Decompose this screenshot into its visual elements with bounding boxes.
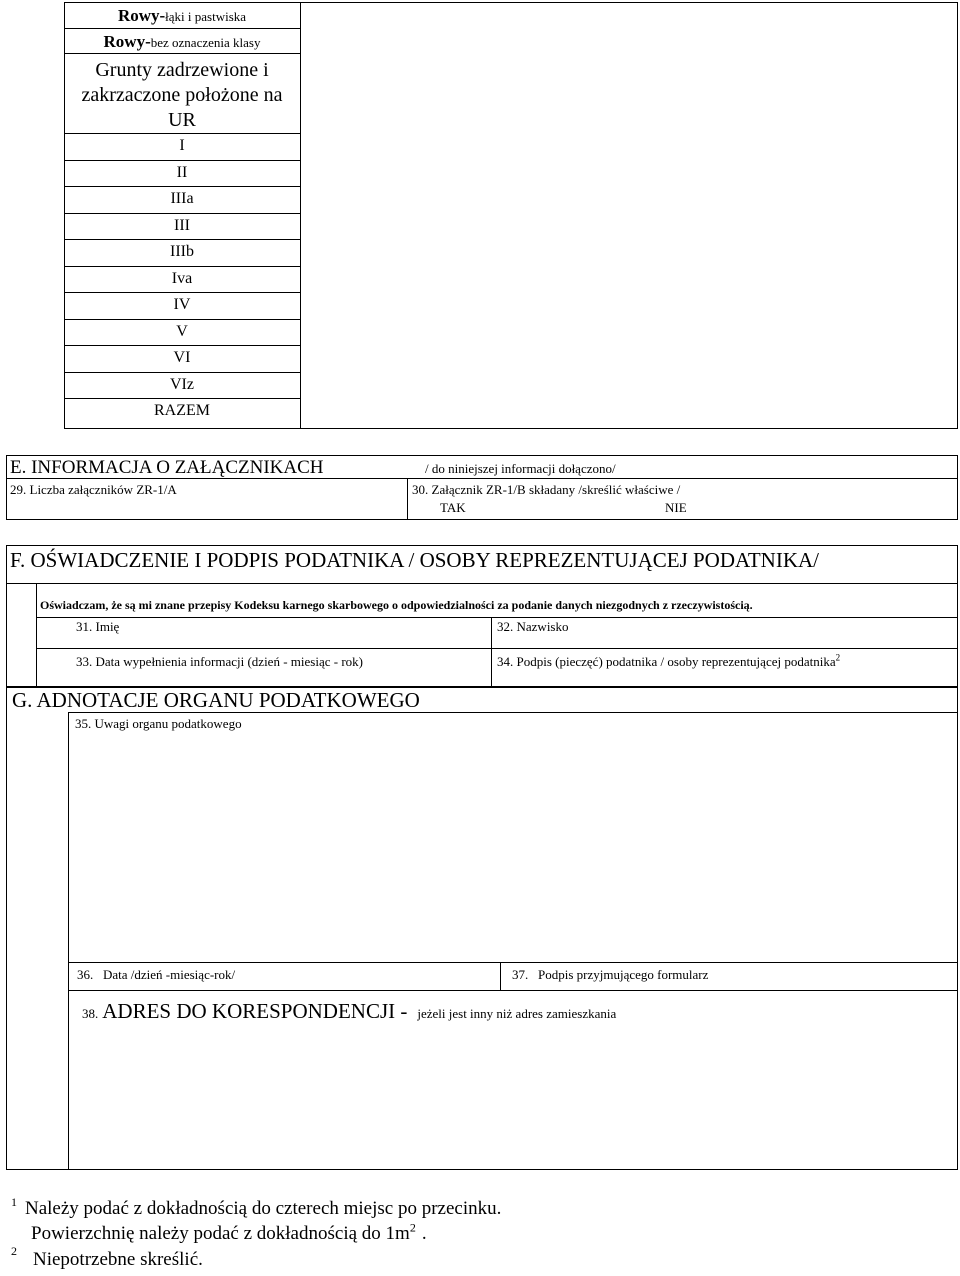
- correspondence-title: ADRES DO KORESPONDENCJI -: [102, 999, 408, 1023]
- footnote-1-text: Powierzchnię należy podać z dokładnością do 1m: [31, 1223, 410, 1244]
- section-g-title: G. ADNOTACJE ORGANU PODATKOWEGO: [12, 688, 420, 712]
- class-row: II: [176, 164, 188, 181]
- row-suffix: bez oznaczenia klasy: [150, 35, 261, 50]
- first-name-field[interactable]: 31. Imię: [76, 619, 120, 634]
- declaration-text: Oświadczam, że są mi znane przepisy Kodeksu karnego skarbowego o odpowiedzialności za podanie danych niezgodnych z rzeczywistością.: [40, 598, 753, 612]
- section-e-title: E. INFORMACJA O ZAŁĄCZNIKACH: [10, 457, 324, 478]
- class-row: III: [174, 217, 190, 234]
- fill-date-field[interactable]: 33. Data wypełnienia informacji (dzień - miesiąc - rok): [76, 654, 363, 669]
- row-prefix: Rowy-: [117, 6, 166, 25]
- class-row: I: [179, 137, 185, 154]
- signature-field[interactable]: [497, 654, 840, 670]
- footnote-1-line-1: Należy podać z dokładnością do czterech miejsc po przecinku.: [25, 1198, 502, 1219]
- row-prefix: Rowy-: [103, 32, 151, 51]
- total-row: RAZEM: [154, 402, 210, 419]
- class-row: IV: [173, 296, 191, 313]
- row-grunty-zadrzewione: Grunty zadrzewione i zakrzaczone położone na UR: [81, 59, 283, 131]
- class-row: VI: [173, 349, 191, 366]
- last-name-field[interactable]: 32. Nazwisko: [497, 619, 569, 634]
- section-e-subtitle: / do niniejszej informacji dołączono/: [425, 461, 616, 476]
- footnote-2: Niepotrzebne skreślić.: [33, 1249, 203, 1270]
- class-row: V: [176, 323, 188, 340]
- row-rowy-laki: [64, 6, 300, 26]
- section-f-title: F. OŚWIADCZENIE I PODPIS PODATNIKA / OSOBY REPREZENTUJĄCEJ PODATNIKA/: [10, 548, 819, 572]
- option-no[interactable]: NIE: [665, 500, 687, 515]
- receiver-signature-field[interactable]: 37. Podpis przyjmującego formularz: [512, 967, 709, 982]
- correspondence-note: jeżeli jest inny niż adres zamieszkania: [417, 1006, 617, 1021]
- superscript: 2: [409, 1220, 416, 1235]
- field-number: 38.: [82, 1006, 99, 1021]
- footnote-mark: 2: [11, 1244, 17, 1258]
- row-rowy-bez-klasy: [64, 32, 300, 52]
- receipt-date-field[interactable]: 36. Data /dzień -miesiąc-rok/: [77, 967, 236, 982]
- row-suffix: łąki i pastwiska: [165, 9, 247, 24]
- correspondence-address-field[interactable]: [82, 999, 616, 1024]
- class-row: VIz: [170, 376, 194, 393]
- footnote-mark: 1: [11, 1195, 17, 1209]
- class-row: IIIb: [170, 243, 194, 260]
- attachment-zr1b-field[interactable]: 30. Załącznik ZR-1/B składany /skreślić właściwe /: [412, 482, 681, 497]
- footnote-1-end: .: [421, 1223, 427, 1244]
- signature-label: 34. Podpis (pieczęć) podatnika / osoby reprezentującej podatnika: [497, 654, 836, 669]
- class-row: IIIa: [170, 190, 194, 207]
- option-yes[interactable]: TAK: [440, 500, 466, 515]
- footnote-ref: 2: [835, 652, 841, 663]
- class-row: Iva: [171, 270, 193, 287]
- footnote-1-line-2: [31, 1220, 427, 1245]
- tax-office-notes-field[interactable]: 35. Uwagi organu podatkowego: [75, 716, 242, 731]
- attachments-count-field[interactable]: 29. Liczba załączników ZR-1/A: [10, 482, 177, 497]
